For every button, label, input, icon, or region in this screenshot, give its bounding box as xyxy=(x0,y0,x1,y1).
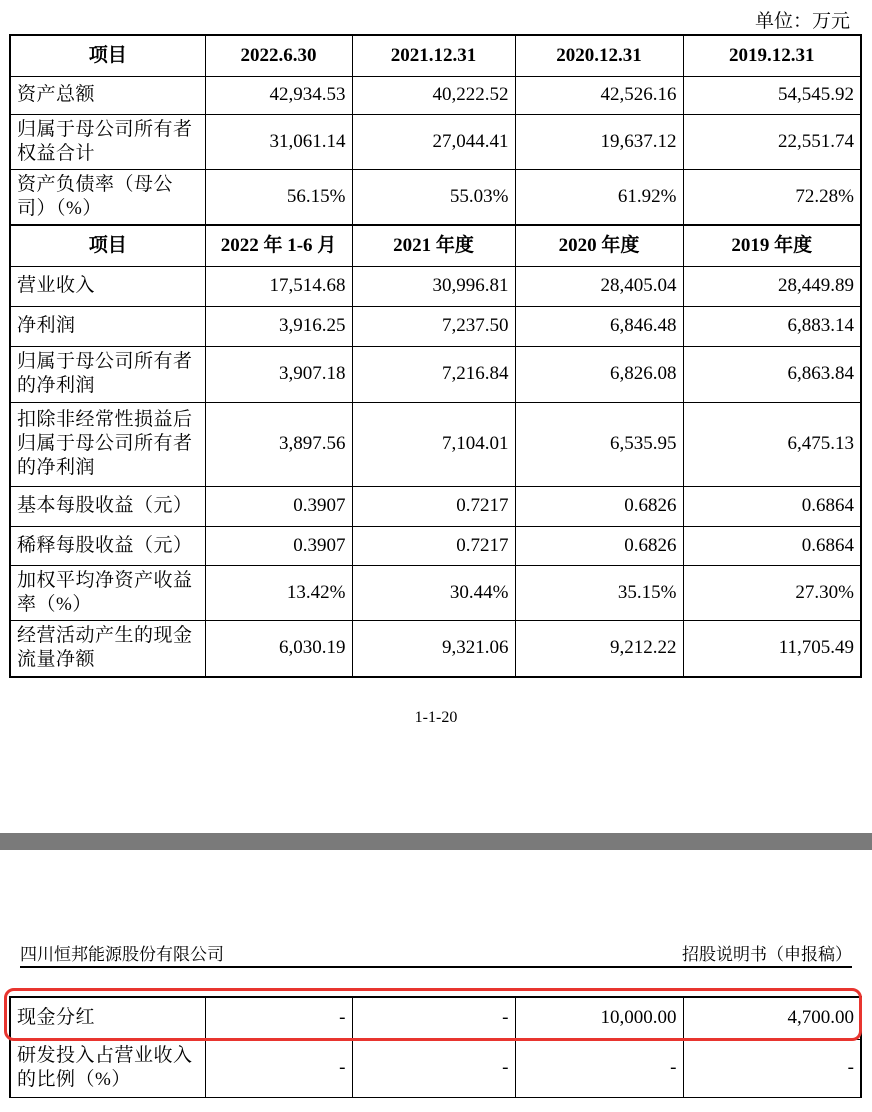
row-label: 净利润 xyxy=(10,306,205,346)
cell-value: 6,535.95 xyxy=(515,402,683,486)
cell-value: 13.42% xyxy=(205,565,352,620)
table-row xyxy=(10,306,861,346)
cell-value: 0.6864 xyxy=(683,486,861,526)
table-row xyxy=(10,114,861,169)
cell-value: 3,916.25 xyxy=(205,306,352,346)
row-label: 资产负债率（母公司）（%） xyxy=(10,169,205,225)
cell-value: 56.15% xyxy=(205,169,352,225)
table-row xyxy=(10,486,861,526)
row-label: 基本每股收益（元） xyxy=(10,486,205,526)
cell-value: 3,907.18 xyxy=(205,346,352,402)
table-row xyxy=(10,402,861,486)
cell-value: 22,551.74 xyxy=(683,114,861,169)
table-row xyxy=(10,1039,861,1097)
cell-value: 0.7217 xyxy=(352,486,515,526)
cell-value: 19,637.12 xyxy=(515,114,683,169)
cell-value: 0.6826 xyxy=(515,526,683,565)
highlight-box xyxy=(4,988,862,1041)
row-label: 资产总额 xyxy=(10,76,205,114)
company-name: 四川恒邦能源股份有限公司 xyxy=(20,945,224,965)
cell-value: - xyxy=(205,997,352,1039)
cell-value: 28,449.89 xyxy=(683,266,861,306)
cell-value: 4,700.00 xyxy=(683,997,861,1039)
cell-value: 28,405.04 xyxy=(515,266,683,306)
cell-value: 0.7217 xyxy=(352,526,515,565)
header-cell: 2020 年度 xyxy=(515,225,683,266)
cell-value: 30.44% xyxy=(352,565,515,620)
cell-value: 6,030.19 xyxy=(205,620,352,677)
cell-value: 27,044.41 xyxy=(352,114,515,169)
cell-value: 35.15% xyxy=(515,565,683,620)
cell-value: 6,863.84 xyxy=(683,346,861,402)
cell-value: 55.03% xyxy=(352,169,515,225)
header-cell: 2021 年度 xyxy=(352,225,515,266)
cell-value: 6,475.13 xyxy=(683,402,861,486)
unit-label: 单位：万元 xyxy=(754,11,850,32)
header-cell: 2019 年度 xyxy=(683,225,861,266)
page-divider xyxy=(0,833,872,850)
table-row xyxy=(10,620,861,677)
cell-value: 40,222.52 xyxy=(352,76,515,114)
table-row xyxy=(10,266,861,306)
header-cell: 2020.12.31 xyxy=(515,35,683,76)
row-label: 现金分红 xyxy=(10,997,205,1039)
table-header-row xyxy=(10,35,861,76)
cell-value: 54,545.92 xyxy=(683,76,861,114)
header-cell: 2022.6.30 xyxy=(205,35,352,76)
cell-value: 0.3907 xyxy=(205,526,352,565)
cell-value: 6,826.08 xyxy=(515,346,683,402)
cell-value: 42,526.16 xyxy=(515,76,683,114)
header-cell: 2022 年 1-6 月 xyxy=(205,225,352,266)
cell-value: 31,061.14 xyxy=(205,114,352,169)
cell-value: - xyxy=(352,1039,515,1097)
financial-table xyxy=(9,34,862,678)
table-row xyxy=(10,76,861,114)
cell-value: 72.28% xyxy=(683,169,861,225)
cell-value: 7,104.01 xyxy=(352,402,515,486)
table-row xyxy=(10,565,861,620)
cell-value: 42,934.53 xyxy=(205,76,352,114)
cell-value: 7,216.84 xyxy=(352,346,515,402)
row-label: 归属于母公司所有者权益合计 xyxy=(10,114,205,169)
header-cell: 2021.12.31 xyxy=(352,35,515,76)
row-label: 扣除非经常性损益后归属于母公司所有者的净利润 xyxy=(10,402,205,486)
cell-value: - xyxy=(515,1039,683,1097)
cell-value: 3,897.56 xyxy=(205,402,352,486)
cell-value: 6,846.48 xyxy=(515,306,683,346)
table-row xyxy=(10,346,861,402)
cell-value: - xyxy=(352,997,515,1039)
header-cell: 项目 xyxy=(10,225,205,266)
page-number: 1-1-20 xyxy=(414,709,458,726)
cell-value: 11,705.49 xyxy=(683,620,861,677)
cell-value: 0.3907 xyxy=(205,486,352,526)
header-cell: 2019.12.31 xyxy=(683,35,861,76)
cell-value: - xyxy=(683,1039,861,1097)
row-label: 经营活动产生的现金流量净额 xyxy=(10,620,205,677)
cell-value: 61.92% xyxy=(515,169,683,225)
row-label: 营业收入 xyxy=(10,266,205,306)
row-label: 归属于母公司所有者的净利润 xyxy=(10,346,205,402)
cell-value: 6,883.14 xyxy=(683,306,861,346)
cell-value: 27.30% xyxy=(683,565,861,620)
page-header xyxy=(20,938,852,968)
table-row xyxy=(10,169,861,225)
header-cell: 项目 xyxy=(10,35,205,76)
table-header-row xyxy=(10,225,861,266)
cell-value: 30,996.81 xyxy=(352,266,515,306)
row-label: 加权平均净资产收益率（%） xyxy=(10,565,205,620)
cell-value: 0.6864 xyxy=(683,526,861,565)
document-title: 招股说明书（申报稿） xyxy=(682,945,852,965)
cell-value: 9,212.22 xyxy=(515,620,683,677)
cell-value: 17,514.68 xyxy=(205,266,352,306)
row-label: 研发投入占营业收入的比例（%） xyxy=(10,1039,205,1097)
cell-value: 0.6826 xyxy=(515,486,683,526)
row-label: 稀释每股收益（元） xyxy=(10,526,205,565)
cell-value: 7,237.50 xyxy=(352,306,515,346)
cell-value: 9,321.06 xyxy=(352,620,515,677)
table-row xyxy=(10,526,861,565)
cell-value: 10,000.00 xyxy=(515,997,683,1039)
cell-value: - xyxy=(205,1039,352,1097)
